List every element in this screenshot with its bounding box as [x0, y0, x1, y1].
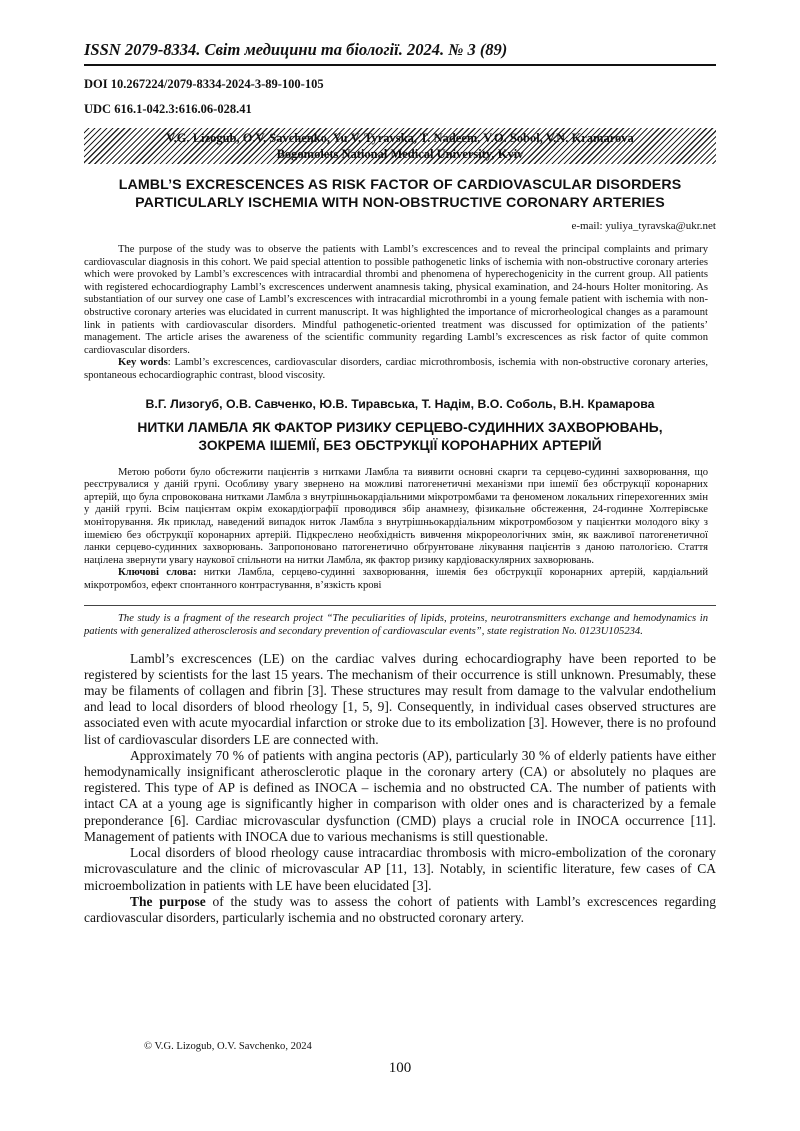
doi-line: DOI 10.267224/2079-8334-2024-3-89-100-105 — [84, 77, 324, 91]
copyright-note: © V.G. Lizogub, O.V. Savchenko, 2024 — [144, 1041, 312, 1052]
article-page — [84, 40, 716, 926]
title-line-1: LAMBL’S EXCRESCENCES AS RISK FACTOR OF CARDIOVASCULAR DISORDERS — [118, 177, 682, 193]
page-number: 100 — [388, 1060, 412, 1076]
abstract-en: The purpose of the study was to observe the patients with Lambl’s excrescences and to reveal the principal complaints and primary cardiovascular diagnosis in this cohort. We paid special attention to possible pathogenetic links of ischemia with non-obstructive coronary arteries which were provoked by Lambl’s excrescences with intracardial thrombi and phenomena of hyperechogenicity in the current group. All patients with registered echocardiography Lambl’s excrescences underwent anamnesis taking, physical examination, and 24-hours Holter monitoring. As substantiation of our survey one case of Lambl’s excrescences with intracardial microthrombi in a young female patient with ischemia with non-obstructive coronary arteries was elucidated in current manuscript. It was highlighted the importance of microrheological changes as a paramount link in patients with cardiovascular disorders. Mindful pathogenetic-oriented treatment was discussed for optimization of the patients’ management. The article arises the awareness of the scientific community regarding Lambl’s excrescences as risk factor of quite common cardiovascular disorders. — [84, 244, 708, 356]
article-body — [84, 651, 716, 926]
title-line-2: PARTICULARLY ISCHEMIA WITH NON-OBSTRUCTIVE CORONARY ARTERIES — [135, 195, 665, 211]
abstract-uk: Метою роботи було обстежити пацієнтів з нитками Ламбла та виявити основні скарги та серцево-судинні захворювання, що реєструвалися у даній групі. Особливу увагу звернено на можливі патогенетичні механізми при ішемії без обструкції коронарних артерій, що була спровокована нитками Ламбла з внутрішньокардіальними мікротромбами та феноменом локальних гіперехогенних змін у даній групі. Всім пацієнтам окрім ехокардіографії проводився збір анамнезу, фізикальне обстеження, 24-годинне Холтерівське моніторування. Як приклад, наведений випадок ниток Ламбла з внутрішньокардіальним мікротромбозом у пацієнтки молодого віку з ішемією без обструкції коронарних артерій. Підкреслено необхідність вивчення мікрореологічних змін, як важливої патогенетичної ланки серцево-судинних захворювань. Запропоновано патогенетично обґрунтоване лікування пацієнтів з даною патологією. Стаття націлена звернути увагу наукової спільноти на нитки Ламбла, як фактор ризику кардіоваскулярних захворювань. — [84, 466, 708, 566]
paragraph-3: Local disorders of blood rheology cause intracardiac thrombosis with micro-embolization of the coronary microvasculature and the clinic of microvascular AP [11, 13]. Notably, in scientific literature, few cases of CA microembolization in patients with LE have been elucidated [3]. — [84, 845, 716, 893]
authors-uk: В.Г. Лизогуб, О.В. Савченко, Ю.В. Тиравська, Т. Надім, В.О. Соболь, В.Н. Крамарова — [145, 396, 655, 411]
paragraph-4 — [84, 894, 716, 926]
authors: V.G. Lizogub, O.V. Savchenko, Yu.V. Tyravska, T. Nadeem, V.O. Sobol, V.N. Kramarova — [166, 131, 634, 145]
keywords-uk — [84, 567, 708, 592]
contact-email: e-mail: yuliya_tyravska@ukr.net — [571, 220, 716, 232]
keywords-en — [84, 357, 708, 382]
project-note: The study is a fragment of the research project “The peculiarities of lipids, proteins, neurotransmitters exchange and hemodynamics in patients with generalized atherosclerosis and secondary prevention of cardiovascular events”, state registration No. 0123U105234. — [84, 613, 708, 638]
article-title — [84, 176, 716, 212]
paragraph-1: Lambl’s excrescences (LE) on the cardiac valves during echocardiography have been reported to be registered by scientists for the last 15 years. The mechanism of their occurrence is still unknown. Presumably, these may be filaments of collagen and fibrin [3]. These structures may result from damage to the valvular endothelium and lead to local disorders of blood rheology [1, 5, 9]. Consequently, in individual cases observed structures are associated even with acute myocardial infarction or stroke due to its embolization [3]. However, there is no profound list of cardiovascular disorders LE are connected with. — [84, 650, 716, 747]
purpose-text: of the study was to assess the cohort of patients with Lambl’s excrescences regarding cardiovascular disorders, particularly ischemia and no obstructed coronary artery. — [84, 893, 716, 925]
keywords-text: : Lambl’s excrescences, cardiovascular disorders, cardiac microthrombosis, ischemia with non-obstructive coronary arteries, spontaneous echocardiographic contrast, blood viscosity. — [84, 357, 708, 381]
udc-line: UDC 616.1-042.3:616.06-028.41 — [84, 102, 252, 116]
uk-keywords-text: нитки Ламбла, серцево-судинні захворювання, ішемія без обструкції коронарних артерій, кардіальний мікротромбоз, ефект спонтанного контрастування, в’язкість крові — [84, 567, 708, 591]
article-title-uk — [84, 419, 716, 455]
affiliation: Bogomolets National Medical University, Kyiv — [276, 147, 524, 161]
uk-keywords-label: Ключові слова: — [118, 567, 197, 579]
paragraph-2: Approximately 70 % of patients with angina pectoris (AP), particularly 30 % of elderly patients have either hemodynamically insignificant atherosclerotic plaque in the coronary artery (CA) or absolutely no plaques are registered. This type of AP is defined as INOCA – ischemia and no obstructed CA. The number of patients with intact CA at a young age is significantly higher in comparison with older ones and is characterized by a female preponderance [6]. Cardiac microvascular dysfunction (CMD) plays a crucial role in INOCA occurrence [11]. Management of patients with INOCA due to various mechanisms is still questionable. — [84, 747, 716, 844]
author-block — [84, 128, 716, 164]
purpose-label: The purpose — [130, 893, 206, 909]
journal-header: ISSN 2079-8334. Світ медицини та біології. 2024. № 3 (89) — [84, 40, 716, 66]
uk-title-line-2: ЗОКРЕМА ІШЕМІЇ, БЕЗ ОБСТРУКЦІЇ КОРОНАРНИХ АРТЕРІЙ — [198, 437, 602, 453]
uk-title-line-1: НИТКИ ЛАМБЛА ЯК ФАКТОР РИЗИКУ СЕРЦЕВО-СУДИННИХ ЗАХВОРЮВАНЬ, — [137, 419, 663, 435]
section-divider — [84, 605, 716, 606]
keywords-label: Key words — [118, 357, 168, 369]
